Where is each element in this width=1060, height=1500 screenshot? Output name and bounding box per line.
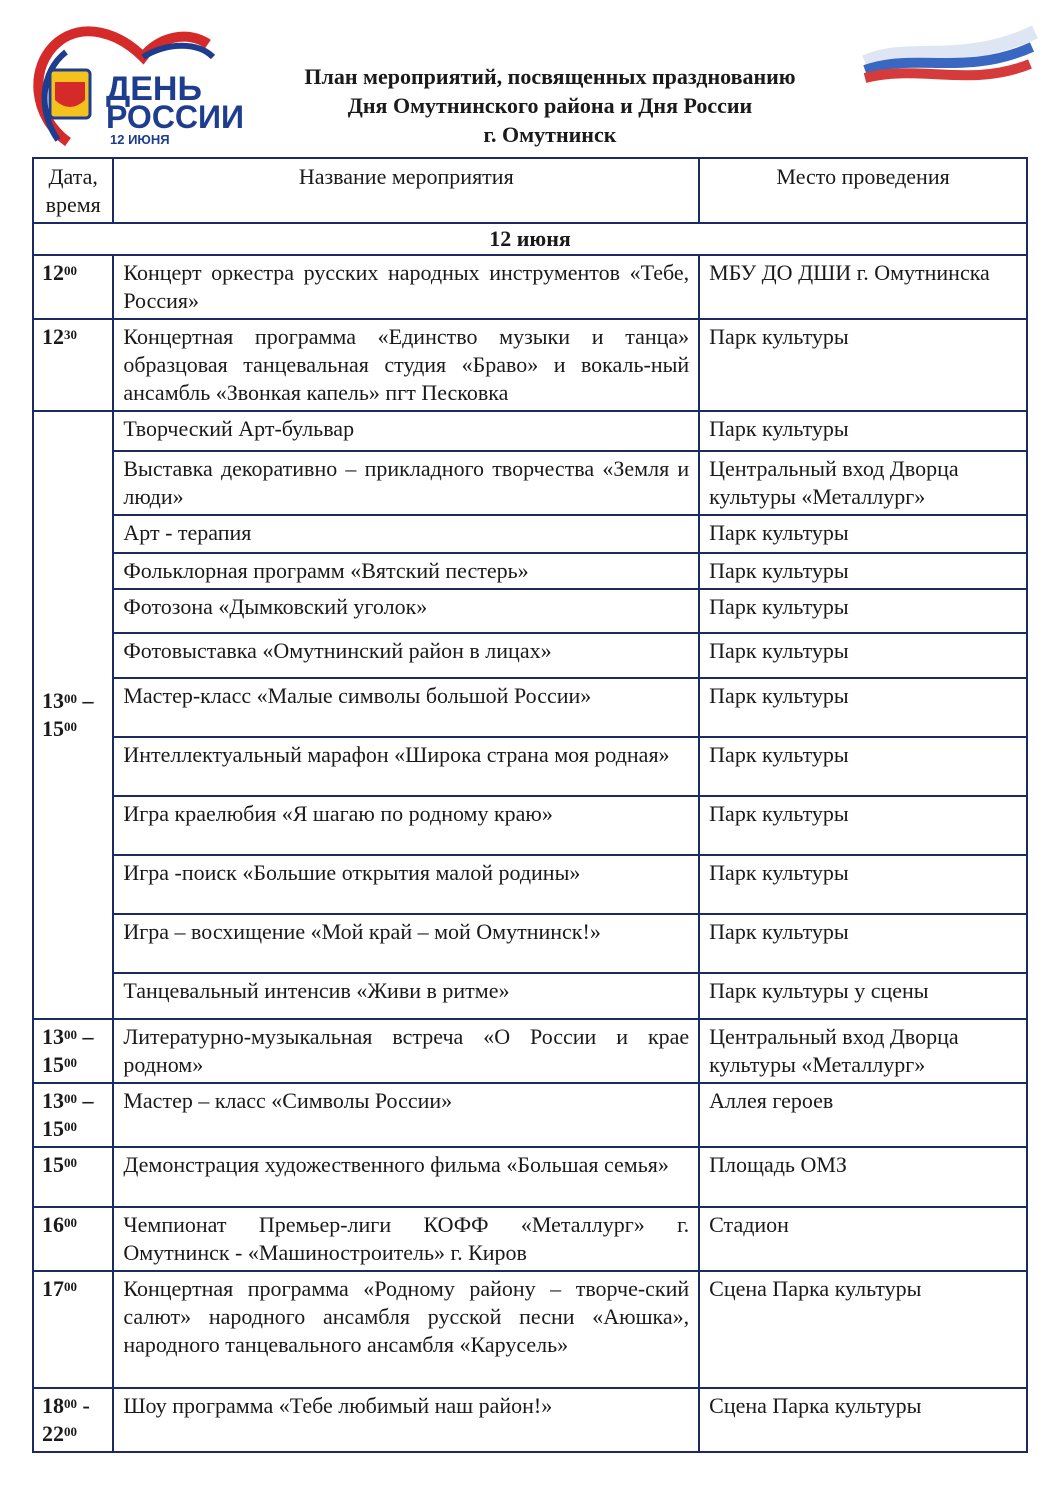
events-table bbox=[32, 157, 1028, 1453]
table-row bbox=[33, 1083, 1027, 1147]
time-cell bbox=[33, 1147, 113, 1207]
table-row bbox=[33, 737, 1027, 796]
event-place: Сцена Парка культуры bbox=[699, 1271, 1027, 1388]
table-header-row bbox=[33, 158, 1027, 223]
event-name: Мастер – класс «Символы России» bbox=[113, 1083, 699, 1147]
events-table-body bbox=[33, 223, 1027, 1452]
event-place: Парк культуры bbox=[699, 319, 1027, 411]
event-name: Выставка декоративно – прикладного творчества «Земля и люди» bbox=[113, 451, 699, 515]
time-minutes: 00 bbox=[64, 1155, 77, 1170]
event-name: Литературно-музыкальная встреча «О России и крае родном» bbox=[113, 1019, 699, 1083]
event-place: Стадион bbox=[699, 1207, 1027, 1271]
time-dash: – bbox=[77, 1024, 94, 1049]
event-name: Фольклорная программ «Вятский пестерь» bbox=[113, 553, 699, 589]
time-minutes: 00 bbox=[64, 1055, 77, 1070]
event-place: Площадь ОМЗ bbox=[699, 1147, 1027, 1207]
event-name: Шоу программа «Тебе любимый наш район!» bbox=[113, 1388, 699, 1452]
time-minutes: 00 bbox=[64, 1215, 77, 1230]
time-cell-group bbox=[33, 411, 113, 1019]
table-row bbox=[33, 1019, 1027, 1083]
time-value: 13 bbox=[42, 688, 64, 713]
table-row bbox=[33, 411, 1027, 451]
den-rossii-logo bbox=[28, 22, 258, 152]
time-cell bbox=[33, 1271, 113, 1388]
time-minutes: 00 bbox=[64, 1091, 77, 1106]
event-name: Демонстрация художественного фильма «Большая семья» bbox=[113, 1147, 699, 1207]
time-value: 13 bbox=[42, 1088, 64, 1113]
event-name: Концертная программа «Родному району – творче-ский салют» народного ансамбля русской песни «Аюшка», народного танцевального ансамбля «Карусель» bbox=[113, 1271, 699, 1388]
header-date-line1: Дата, bbox=[48, 164, 98, 189]
table-row bbox=[33, 678, 1027, 737]
table-row bbox=[33, 319, 1027, 411]
event-name: Игра -поиск «Большие открытия малой родины» bbox=[113, 855, 699, 914]
event-name: Мастер-класс «Малые символы большой России» bbox=[113, 678, 699, 737]
table-row bbox=[33, 973, 1027, 1019]
time-value: 15 bbox=[42, 1116, 64, 1141]
time-cell bbox=[33, 1207, 113, 1271]
table-row bbox=[33, 1388, 1027, 1452]
event-place: Парк культуры bbox=[699, 633, 1027, 678]
time-cell bbox=[33, 255, 113, 319]
time-value: 13 bbox=[42, 1024, 64, 1049]
table-row bbox=[33, 589, 1027, 633]
day-row bbox=[33, 223, 1027, 255]
table-row bbox=[33, 1207, 1027, 1271]
event-name: Фотовыставка «Омутнинский район в лицах» bbox=[113, 633, 699, 678]
event-name: Игра – восхищение «Мой край – мой Омутнинск!» bbox=[113, 914, 699, 973]
time-value: 12 bbox=[42, 260, 64, 285]
time-cell bbox=[33, 319, 113, 411]
time-value: 22 bbox=[42, 1421, 64, 1446]
time-minutes: 00 bbox=[64, 263, 77, 278]
event-place: МБУ ДО ДШИ г. Омутнинска bbox=[699, 255, 1027, 319]
event-place: Аллея героев bbox=[699, 1083, 1027, 1147]
table-row bbox=[33, 633, 1027, 678]
header-date bbox=[33, 158, 113, 223]
time-minutes: 00 bbox=[64, 1424, 77, 1439]
event-place: Парк культуры bbox=[699, 737, 1027, 796]
table-row bbox=[33, 553, 1027, 589]
document-title bbox=[250, 62, 850, 149]
event-place: Центральный вход Дворца культуры «Металлург» bbox=[699, 1019, 1027, 1083]
event-place: Парк культуры у сцены bbox=[699, 973, 1027, 1019]
time-value: 17 bbox=[42, 1276, 64, 1301]
time-dash: - bbox=[77, 1393, 90, 1418]
event-name: Интеллектуальный марафон «Широка страна моя родная» bbox=[113, 737, 699, 796]
event-name: Чемпионат Премьер-лиги КОФФ «Металлург» г. Омутнинск - «Машиностроитель» г. Киров bbox=[113, 1207, 699, 1271]
time-minutes: 00 bbox=[64, 1279, 77, 1294]
time-value: 15 bbox=[42, 716, 64, 741]
event-place: Парк культуры bbox=[699, 411, 1027, 451]
time-value: 12 bbox=[42, 324, 64, 349]
time-minutes: 00 bbox=[64, 1027, 77, 1042]
logo-line1: ДЕНЬ bbox=[106, 70, 202, 108]
table-row bbox=[33, 1271, 1027, 1388]
time-value: 18 bbox=[42, 1393, 64, 1418]
event-name: Танцевальный интенсив «Живи в ритме» bbox=[113, 973, 699, 1019]
event-name: Концертная программа «Единство музыки и танца» образцовая танцевальная студия «Браво» и вокаль-ный ансамбль «Звонкая капель» пгт Песковка bbox=[113, 319, 699, 411]
russian-flag-ribbon-icon bbox=[860, 22, 1040, 102]
event-place: Парк культуры bbox=[699, 796, 1027, 855]
time-value: 16 bbox=[42, 1212, 64, 1237]
event-name: Творческий Арт-бульвар bbox=[113, 411, 699, 451]
time-minutes: 30 bbox=[64, 327, 77, 342]
table-row bbox=[33, 515, 1027, 553]
time-value: 15 bbox=[42, 1152, 64, 1177]
event-place: Парк культуры bbox=[699, 914, 1027, 973]
header-name: Название мероприятия bbox=[113, 158, 699, 223]
day-label: 12 июня bbox=[33, 223, 1027, 255]
time-minutes: 00 bbox=[64, 1396, 77, 1411]
event-place: Парк культуры bbox=[699, 515, 1027, 553]
table-row bbox=[33, 451, 1027, 515]
time-dash: – bbox=[77, 1088, 94, 1113]
table-row bbox=[33, 796, 1027, 855]
title-line-1: План мероприятий, посвященных празднованию bbox=[304, 64, 796, 89]
time-minutes: 00 bbox=[64, 719, 77, 734]
event-name: Фотозона «Дымковский уголок» bbox=[113, 589, 699, 633]
header-place: Место проведения bbox=[699, 158, 1027, 223]
time-minutes: 00 bbox=[64, 1119, 77, 1134]
event-place: Центральный вход Дворца культуры «Металлург» bbox=[699, 451, 1027, 515]
header-date-line2: время bbox=[45, 192, 101, 217]
event-place: Сцена Парка культуры bbox=[699, 1388, 1027, 1452]
time-cell bbox=[33, 1019, 113, 1083]
logo-line3: 12 ИЮНЯ bbox=[110, 132, 170, 147]
table-row bbox=[33, 855, 1027, 914]
event-name: Арт - терапия bbox=[113, 515, 699, 553]
time-cell bbox=[33, 1083, 113, 1147]
event-name: Концерт оркестра русских народных инструментов «Тебе, Россия» bbox=[113, 255, 699, 319]
table-row bbox=[33, 255, 1027, 319]
logo-line2: РОССИИ bbox=[106, 99, 245, 135]
event-place: Парк культуры bbox=[699, 678, 1027, 737]
time-minutes: 00 bbox=[64, 691, 77, 706]
time-cell bbox=[33, 1388, 113, 1452]
title-line-3: г. Омутнинск bbox=[483, 122, 617, 147]
time-dash: – bbox=[77, 688, 94, 713]
title-line-2: Дня Омутнинского района и Дня России bbox=[347, 93, 753, 118]
time-value: 15 bbox=[42, 1052, 64, 1077]
event-name: Игра краелюбия «Я шагаю по родному краю» bbox=[113, 796, 699, 855]
table-row bbox=[33, 1147, 1027, 1207]
table-row bbox=[33, 914, 1027, 973]
event-place: Парк культуры bbox=[699, 589, 1027, 633]
event-place: Парк культуры bbox=[699, 855, 1027, 914]
event-place: Парк культуры bbox=[699, 553, 1027, 589]
